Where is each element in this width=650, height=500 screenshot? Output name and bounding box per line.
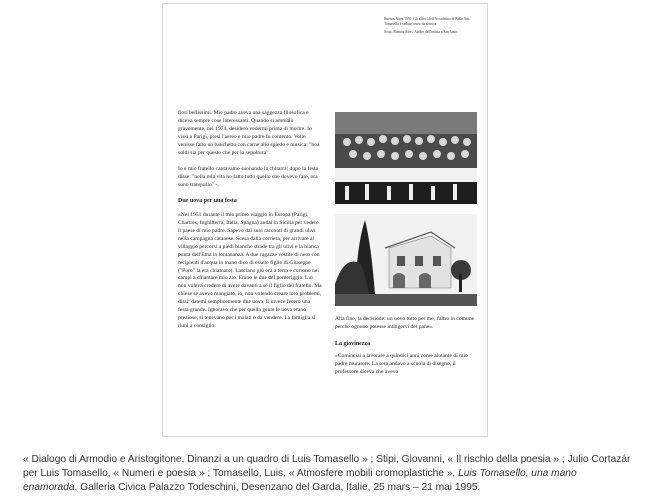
- left-column: [178, 110, 322, 339]
- paragraph: Alla fine, la decisione: un uovo tutto per me, l'altro in comune perché ognuno potesse intingervi del pane».: [335, 316, 475, 330]
- section-heading: Due uova per una festa: [178, 198, 237, 205]
- caption-text: « Dialogo di Armodio e Aristogitone. Dinanzi a un quadro di Luis Tomasello » ; Stipi, Giovanni, « Il rischio della poesia » ; Julio Cortazár per Luis Tomasello, « Numeri e poesia » ; Tomasello, Luis, « Atmosfere mobili cromoplastiche »,: [23, 454, 631, 479]
- paragraph: Io e mio fratello cantavamo suonando la chitarra; dopo la festa disse: "nella mia vita ho fatto tutto quello che dovevo fare, ora sono tranquillo" -.: [178, 165, 319, 188]
- paragraph: «Nel 1951 durante il mio primo viaggio in Europa (Parigi, Chartres, Inghilterra, Italia, Spagna) andai in Sicilia per vedere il paese di mio padre. Sapevo dai suoi racconti di grandi ulivi nella campagna catanese. Scesa dalla corriera, per arrivare al villaggio percorsi a piedi bianche strade tra gli ulivi e la bianca punta dell'Etna in lontananza. A due ragazze vestite di nero con recipienti d'acqua in mano dico di essere figlio di Giuseppe ("Puro" la era chiamato). Lasciano giù ora a terra e corrono nei campi a chiamare mio zio. Erano le due del pomeriggio. Lui non voleva credere di avere davanti a sé il figlio del fratello. Ma chiese se avevo mangiato, io, non volendo creare loro problemi, dissi: datemi semplicemente due uova. E invece fecero una festa grande. Ignoravo che per quella gente le uova erano preziose, si tenevano per i malati o da vendere. La famiglia si riunì a consiglio.: [178, 211, 322, 330]
- photo-caption-line: Buenos Aires 1950. Gli allievi dell'Accademia di Belle Arti. Tomasello è seduto, terzo da sinistra.: [384, 17, 471, 27]
- paragraph: fiori bellissimi. Mio padre aveva una saggezza filosofica e diceva sempre cose interessanti. Quando si ammalò gravemente, nel 1974, desiderò vedermi prima di morire. Io vissi a Parigi, presi l'aereo e mio padre fu contento. Volle venisse fatto un banchetto con carne allo spiedo e musica: "hoa soldi sia per questo che per la sepoltura".: [178, 110, 320, 156]
- group-photo: [335, 112, 477, 204]
- paragraph: «Cominciai a lavorare a quindici anni come aiutante di mio padre muratore. La sera andavo a scuola di disegno, il professore diceva che avevo: [335, 353, 468, 376]
- caption-text: , Galleria Civica Palazzo Todeschini, Desenzano del Garda, Italie, 25 mars – 21 mai 1995.: [74, 482, 481, 493]
- right-column: [335, 316, 477, 384]
- book-page: [162, 3, 488, 437]
- villa-photo: [335, 214, 477, 306]
- photo-caption-line: Sotto, Buenos Aires. Atelier dell'artista a San Justo.: [384, 29, 458, 34]
- photo-caption: [384, 17, 476, 37]
- image-caption: [23, 453, 633, 495]
- caption-title: Luis Tomasello, una mano enamorada: [23, 468, 577, 493]
- section-heading: La giovinezza: [335, 340, 371, 347]
